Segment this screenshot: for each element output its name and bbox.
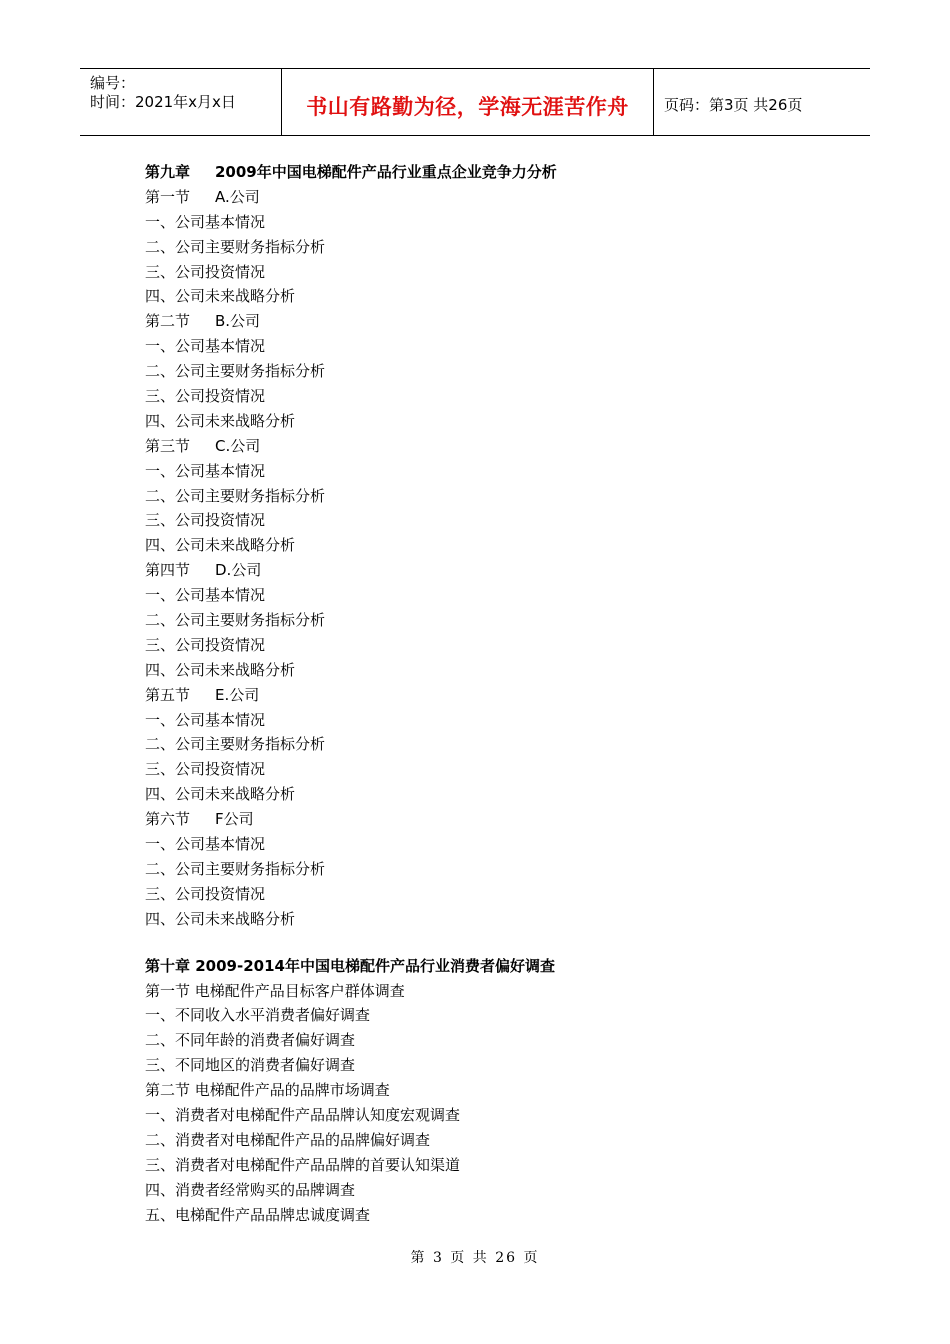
- list-item: 五、电梯配件产品品牌忠诚度调查: [145, 1205, 371, 1224]
- list-item: 一、公司基本情况: [145, 835, 266, 854]
- section-heading: [145, 683, 845, 708]
- list-item: 二、不同年龄的消费者偏好调查: [145, 1031, 356, 1050]
- section-name: F公司: [215, 810, 254, 829]
- list-item: 一、消费者对电梯配件产品品牌认知度宏观调查: [145, 1105, 461, 1124]
- section-heading: [145, 558, 845, 583]
- list-item: 二、消费者对电梯配件产品的品牌偏好调查: [145, 1130, 431, 1149]
- header-time: 时间：2021年x月x日: [90, 93, 236, 111]
- section-name: E.公司: [215, 685, 260, 704]
- list-item: 二、公司主要财务指标分析: [145, 735, 326, 754]
- list-item: 四、消费者经常购买的品牌调查: [145, 1180, 356, 1199]
- list-item: 三、公司投资情况: [145, 387, 266, 406]
- list-item: 一、公司基本情况: [145, 337, 266, 356]
- section-label: 第四节: [145, 561, 191, 580]
- section-label: 第六节: [145, 810, 191, 829]
- header-code: 编号：: [90, 74, 136, 92]
- header-left-cell: [80, 69, 282, 135]
- list-item: 三、公司投资情况: [145, 760, 266, 779]
- section-label: 第一节: [145, 187, 191, 206]
- list-item: 二、公司主要财务指标分析: [145, 237, 326, 256]
- chapter-9-heading: [145, 160, 845, 185]
- list-item: 三、公司投资情况: [145, 635, 266, 654]
- section-name: A.公司: [215, 187, 260, 206]
- list-item: 四、公司未来战略分析: [145, 785, 296, 804]
- list-item: 三、公司投资情况: [145, 511, 266, 530]
- list-item: 一、公司基本情况: [145, 710, 266, 729]
- list-item: 二、公司主要财务指标分析: [145, 859, 326, 878]
- section-heading: [145, 309, 845, 334]
- list-item: 四、公司未来战略分析: [145, 660, 296, 679]
- chapter-10-heading: 第十章 2009-2014年中国电梯配件产品行业消费者偏好调查: [145, 956, 555, 975]
- list-item: 一、公司基本情况: [145, 586, 266, 605]
- list-item: 四、公司未来战略分析: [145, 287, 296, 306]
- section-heading: 第二节 电梯配件产品的品牌市场调查: [145, 1081, 390, 1100]
- section-heading: 第一节 电梯配件产品目标客户群体调查: [145, 981, 405, 1000]
- section-label: 第五节: [145, 685, 191, 704]
- table-of-contents: [145, 160, 845, 1227]
- list-item: 三、消费者对电梯配件产品品牌的首要认知渠道: [145, 1155, 461, 1174]
- chapter-9-title: 2009年中国电梯配件产品行业重点企业竞争力分析: [215, 163, 557, 181]
- page-footer: 第 3 页 共 26 页: [410, 1250, 540, 1266]
- list-item: 三、公司投资情况: [145, 884, 266, 903]
- section-label: 第二节: [145, 312, 191, 331]
- list-item: 四、公司未来战略分析: [145, 411, 296, 430]
- list-item: 二、公司主要财务指标分析: [145, 486, 326, 505]
- header-motto-cell: [282, 69, 654, 135]
- section-heading: [145, 185, 845, 210]
- section-name: D.公司: [215, 561, 262, 580]
- list-item: 四、公司未来战略分析: [145, 909, 296, 928]
- list-item: 四、公司未来战略分析: [145, 536, 296, 555]
- section-heading: [145, 807, 845, 832]
- chapter-9-number: 第九章: [145, 163, 191, 181]
- header-motto: 书山有路勤为径，学海无涯苦作舟: [306, 95, 629, 119]
- section-heading: [145, 434, 845, 459]
- page-header: [80, 68, 870, 136]
- header-page-number: 页码：第3页 共26页: [664, 96, 803, 114]
- list-item: 一、不同收入水平消费者偏好调查: [145, 1006, 371, 1025]
- section-name: B.公司: [215, 312, 261, 331]
- list-item: 二、公司主要财务指标分析: [145, 362, 326, 381]
- list-item: 二、公司主要财务指标分析: [145, 611, 326, 630]
- list-item: 三、公司投资情况: [145, 262, 266, 281]
- list-item: 三、不同地区的消费者偏好调查: [145, 1056, 356, 1075]
- list-item: 一、公司基本情况: [145, 212, 266, 231]
- section-name: C.公司: [215, 436, 261, 455]
- header-page-cell: [654, 69, 870, 135]
- section-label: 第三节: [145, 436, 191, 455]
- list-item: 一、公司基本情况: [145, 461, 266, 480]
